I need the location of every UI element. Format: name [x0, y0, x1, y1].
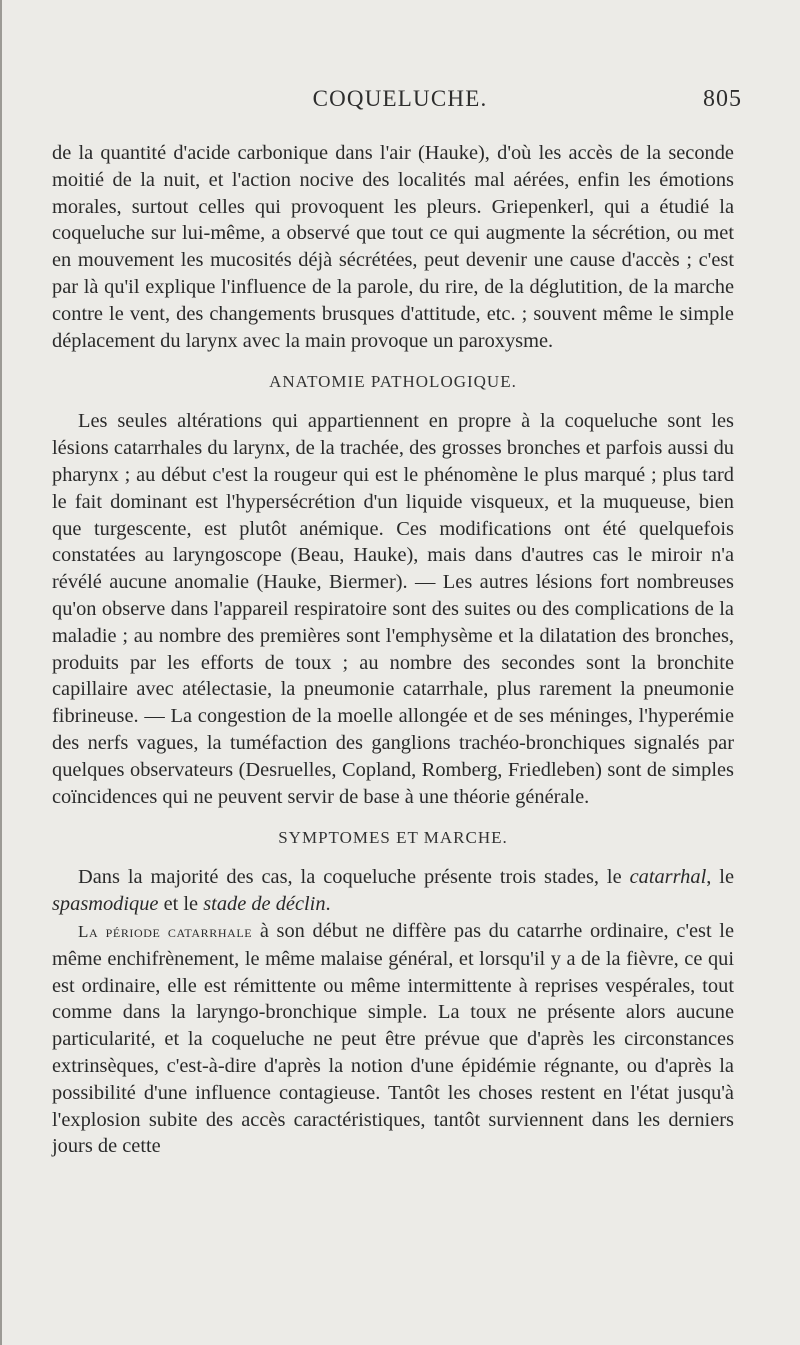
- page-number: 805: [703, 86, 742, 112]
- paragraph-periode-catarrhale: [52, 918, 734, 1160]
- text-fragment: et le: [158, 893, 204, 916]
- paragraph-anatomie: Les seules altérations qui appartiennent en propre à la coqueluche sont les lésions catarrhales du larynx, de la trachée, des grosses bronches et parfois aussi du pharynx ; au début c'est la rougeur qui est le phénomène le plus marqué ; plus tard le fait dominant est l'hypersécrétion d'un liquide visqueux, et la muqueuse, bien que turgescente, est plutôt anémique. Ces modifications ont été quelquefois constatées au laryngoscope (Beau, Hauke), mais dans d'autres cas le miroir n'a révélé aucune anomalie (Hauke, Biermer). — Les autres lésions fort nombreuses qu'on observe dans l'appareil respiratoire sont des suites ou des complications de la maladie ; au nombre des premières sont l'emphysème et la dilatation des bronches, produits par les efforts de toux ; au nombre des secondes sont la bronchite capillaire avec atélectasie, la pneumonie catarrhale, plus rarement la pneumonie fibrineuse. — La congestion de la moelle allongée et de ses méninges, l'hyperémie des nerfs vagues, la tuméfaction des ganglions trachéo-bronchiques signalés par quelques observateurs (Desruelles, Copland, Romberg, Friedleben) sont de simples coïncidences qui ne peuvent servir de base à une théorie générale.: [52, 410, 734, 808]
- text-fragment: , le: [706, 866, 734, 889]
- running-title: COQUELUCHE.: [312, 86, 488, 111]
- text-fragment: Dans la majorité des cas, la coqueluche présente trois stades, le: [78, 866, 630, 889]
- body-text: [52, 140, 734, 1160]
- text-fragment: à son début ne diffère pas du catarrhe ordinaire, c'est le même enchifrènement, le même malaise général, et lorsqu'il y a de la fièvre, ce qui est ordinaire, elle est rémittente ou même intermittente à reprises vespérales, tout comme dans la laryngo-bronchique simple. La toux ne présente alors aucune particularité, et la coqueluche ne peut être prévue que d'après les circonstances extrinsèques, c'est-à-dire d'après la notion d'une épidémie régnante, ou d'après la possibilité d'une influence contagieuse. Tantôt les choses restent en l'état jusqu'à l'explosion subite des accès caractéristiques, tantôt surviennent dans les derniers jours de cette: [52, 919, 734, 1158]
- text-fragment: .: [325, 893, 331, 916]
- paragraph-stades: [52, 864, 734, 918]
- page-header: [0, 86, 800, 120]
- italic-term-spasmodique: spasmodique: [52, 893, 159, 916]
- italic-term-catarrhal: catarrhal: [629, 866, 707, 889]
- italic-term-declin: stade de déclin: [203, 893, 326, 916]
- small-caps-lead: La période catarrhale: [78, 921, 253, 941]
- paragraph-continued: de la quantité d'acide carbonique dans l'air (Hauke), d'où les accès de la seconde moitié de la nuit, et l'action nocive des localités mal aérées, enfin les émotions morales, surtout celles qui provoquent les pleurs. Griepenkerl, qui a étudié la coqueluche sur lui-même, a observé que tout ce qui augmente la sécrétion, ou met en mouvement les mucosités déjà sécrétées, peut devenir une cause d'accès ; c'est par là qu'il explique l'influence de la parole, du rire, de la déglutition, de la marche contre le vent, des changements brusques d'attitude, etc. ; souvent même le simple déplacement du larynx avec la main provoque un paroxysme.: [52, 142, 734, 352]
- section-heading-symptomes: SYMPTOMES ET MARCHE.: [278, 828, 508, 848]
- section-heading-anatomie: ANATOMIE PATHOLOGIQUE.: [269, 372, 517, 392]
- page-edge: [0, 0, 2, 1345]
